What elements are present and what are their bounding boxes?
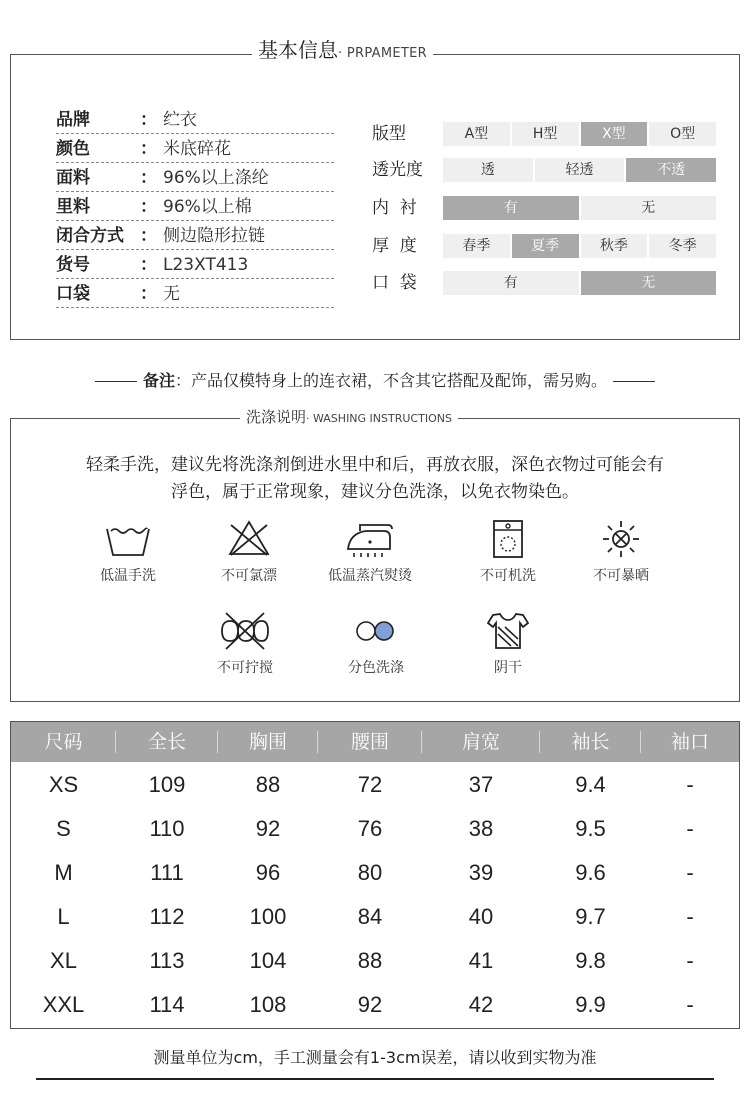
attribute-option: 透 xyxy=(443,158,533,182)
washing-title-cn: 洗涤说明 xyxy=(246,408,307,426)
attribute-option-selected: 不透 xyxy=(626,158,716,182)
no-wring-icon xyxy=(218,611,272,651)
attribute-option: O型 xyxy=(649,122,716,146)
info-key: 面料 xyxy=(56,168,90,188)
shade-dry-label: 阴干 xyxy=(494,660,522,676)
table-cell: 92 xyxy=(255,816,281,841)
washing-description-line-2: 浮色，属于正常现象，建议分色洗涤，以免衣物染色。 xyxy=(171,482,579,502)
size-table-header xyxy=(11,722,739,762)
attribute-option-selected: 夏季 xyxy=(512,234,579,258)
info-value: 96%以上棉 xyxy=(163,197,252,217)
note-line xyxy=(0,368,750,391)
table-cell: 114 xyxy=(149,992,185,1017)
attribute-option: A型 xyxy=(443,122,510,146)
no-sun-dry-label: 不可暴晒 xyxy=(593,568,649,584)
header-label: 胸围 xyxy=(248,731,287,753)
table-cell: 96 xyxy=(255,860,281,885)
shade-dry-icon xyxy=(485,611,531,651)
basic-info-title-en: · PRPAMETER xyxy=(338,46,427,61)
attribute-option: 秋季 xyxy=(581,234,648,258)
steam-iron-item xyxy=(315,519,425,585)
no-wring-item xyxy=(190,611,300,677)
separate-wash-label: 分色洗涤 xyxy=(348,660,404,676)
table-cell: 110 xyxy=(149,816,185,841)
table-cell: 38 xyxy=(468,816,494,841)
info-colon: ： xyxy=(140,168,157,188)
info-row xyxy=(56,166,334,192)
table-cell: 112 xyxy=(149,904,185,929)
no-bleach-item xyxy=(194,519,304,585)
table-cell: - xyxy=(686,816,694,841)
header-label: 尺码 xyxy=(44,731,83,753)
table-cell: 88 xyxy=(255,772,281,797)
info-colon: ： xyxy=(140,284,157,304)
steam-iron-icon xyxy=(344,519,396,559)
attribute-label: 内 衬 xyxy=(372,198,417,218)
table-cell: 104 xyxy=(249,948,287,973)
attribute-option: 无 xyxy=(581,196,717,220)
no-bleach-icon xyxy=(226,519,272,559)
table-cell: 92 xyxy=(357,992,383,1017)
info-row xyxy=(56,195,334,221)
table-cell: M xyxy=(54,860,73,885)
table-cell: 37 xyxy=(468,772,494,797)
footer-divider xyxy=(36,1078,714,1080)
table-cell: XS xyxy=(48,772,79,797)
attribute-options xyxy=(443,271,716,295)
attribute-option: 有 xyxy=(443,271,579,295)
measurement-footnote: 测量单位为cm，手工测量会有1-3cm误差，请以收到实物为准 xyxy=(153,1048,597,1067)
info-row xyxy=(56,137,334,163)
no-wring-label: 不可拧搅 xyxy=(217,660,273,676)
info-row xyxy=(56,108,334,134)
table-row xyxy=(11,763,739,807)
attribute-option-selected: X型 xyxy=(581,122,648,146)
steam-iron-label: 低温蒸汽熨烫 xyxy=(328,568,412,584)
attribute-option: 冬季 xyxy=(649,234,716,258)
hand-wash-item xyxy=(73,519,183,585)
table-cell: - xyxy=(686,904,694,929)
no-bleach-label: 不可氯漂 xyxy=(221,568,277,584)
no-machine-wash-icon xyxy=(485,519,531,559)
header-label: 肩宽 xyxy=(461,731,500,753)
table-cell: 113 xyxy=(149,948,185,973)
table-row xyxy=(11,939,739,983)
info-colon: ： xyxy=(140,226,157,246)
table-row xyxy=(11,807,739,851)
size-table-header-cell xyxy=(218,722,318,762)
hand-wash-label: 低温手洗 xyxy=(100,568,156,584)
info-key: 闭合方式 xyxy=(56,226,124,246)
table-row xyxy=(11,983,739,1027)
table-cell: 72 xyxy=(357,772,383,797)
info-value: 米底碎花 xyxy=(163,139,231,159)
table-cell: 76 xyxy=(357,816,383,841)
table-cell: XXL xyxy=(42,992,85,1017)
header-label: 腰围 xyxy=(350,731,389,753)
info-row xyxy=(56,224,334,250)
attribute-options xyxy=(443,122,716,146)
size-table-header-cell xyxy=(422,722,540,762)
size-table-header-cell xyxy=(641,722,739,762)
attribute-option: H型 xyxy=(512,122,579,146)
washing-description-line-1: 轻柔手洗，建议先将洗涤剂倒进水里中和后，再放衣服，深色衣物过可能会有 xyxy=(86,455,664,475)
table-cell: - xyxy=(686,948,694,973)
size-table-header-cell xyxy=(540,722,641,762)
attribute-option: 春季 xyxy=(443,234,510,258)
no-sun-dry-item xyxy=(566,519,676,585)
table-cell: 108 xyxy=(249,992,287,1017)
table-cell: 9.9 xyxy=(575,992,606,1017)
info-value: 侧边隐形拉链 xyxy=(163,226,265,246)
no-machine-wash-label: 不可机洗 xyxy=(480,568,536,584)
header-label: 袖长 xyxy=(571,731,610,753)
shade-dry-item xyxy=(453,611,563,677)
table-cell: 42 xyxy=(468,992,494,1017)
attribute-option-selected: 有 xyxy=(443,196,579,220)
info-row xyxy=(56,253,334,279)
no-machine-wash-item xyxy=(453,519,563,585)
table-cell: - xyxy=(686,772,694,797)
attribute-label: 口 袋 xyxy=(372,273,417,293)
note-text: ：产品仅模特身上的连衣裙，不含其它搭配及配饰，需另购。 xyxy=(175,371,608,390)
table-cell: 40 xyxy=(468,904,494,929)
note-left-dash xyxy=(95,381,137,382)
size-table-header-cell xyxy=(11,722,116,762)
table-cell: 9.8 xyxy=(575,948,606,973)
info-row xyxy=(56,282,334,308)
attribute-options xyxy=(443,234,716,258)
info-key: 货号 xyxy=(56,255,90,275)
separate-wash-item xyxy=(321,611,431,677)
note-label: 备注 xyxy=(142,371,175,390)
attribute-option-selected: 无 xyxy=(581,271,717,295)
washing-description xyxy=(20,452,730,506)
info-colon: ： xyxy=(140,110,157,130)
info-value: L23XT413 xyxy=(163,255,249,275)
info-value: 96%以上涤纶 xyxy=(163,168,269,188)
note-right-dash xyxy=(613,381,655,382)
table-cell: 39 xyxy=(468,860,494,885)
info-value: 纻衣 xyxy=(163,110,197,130)
table-cell: 41 xyxy=(468,948,494,973)
table-row xyxy=(11,895,739,939)
table-cell: - xyxy=(686,860,694,885)
table-cell: L xyxy=(57,904,70,929)
attribute-label: 厚 度 xyxy=(372,236,417,256)
table-cell: 100 xyxy=(249,904,287,929)
attribute-label: 版型 xyxy=(372,124,406,144)
header-label: 袖口 xyxy=(670,731,709,753)
attribute-option: 轻透 xyxy=(535,158,625,182)
basic-info-title xyxy=(252,40,433,60)
table-cell: 111 xyxy=(150,860,184,885)
info-key: 品牌 xyxy=(56,110,90,130)
table-cell: 9.5 xyxy=(575,816,606,841)
header-label: 全长 xyxy=(147,731,186,753)
table-cell: - xyxy=(686,992,694,1017)
hand-wash-icon xyxy=(105,519,151,559)
washing-title-en: · WASHING INSTRUCTIONS xyxy=(306,412,452,425)
info-key: 颜色 xyxy=(56,139,90,159)
basic-info-title-cn: 基本信息 xyxy=(258,38,338,62)
table-cell: 9.4 xyxy=(575,772,606,797)
info-colon: ： xyxy=(140,255,157,275)
size-table-header-cell xyxy=(318,722,422,762)
table-cell: 9.6 xyxy=(575,860,606,885)
washing-title xyxy=(240,410,458,425)
separate-wash-icon xyxy=(353,611,399,651)
info-colon: ： xyxy=(140,139,157,159)
table-cell: 88 xyxy=(357,948,383,973)
info-key: 口袋 xyxy=(56,284,90,304)
table-cell: 109 xyxy=(148,772,186,797)
size-table-header-cell xyxy=(116,722,218,762)
info-value: 无 xyxy=(163,284,180,304)
table-cell: 84 xyxy=(357,904,383,929)
table-cell: XL xyxy=(50,948,77,973)
table-cell: 80 xyxy=(357,860,383,885)
info-key: 里料 xyxy=(56,197,90,217)
attribute-options xyxy=(443,196,716,220)
table-cell: 9.7 xyxy=(575,904,606,929)
attribute-options xyxy=(443,158,716,182)
table-row xyxy=(11,851,739,895)
size-table xyxy=(10,721,740,1029)
no-sun-dry-icon xyxy=(598,519,644,559)
table-cell: S xyxy=(56,816,71,841)
info-colon: ： xyxy=(140,197,157,217)
attribute-label: 透光度 xyxy=(372,160,423,180)
